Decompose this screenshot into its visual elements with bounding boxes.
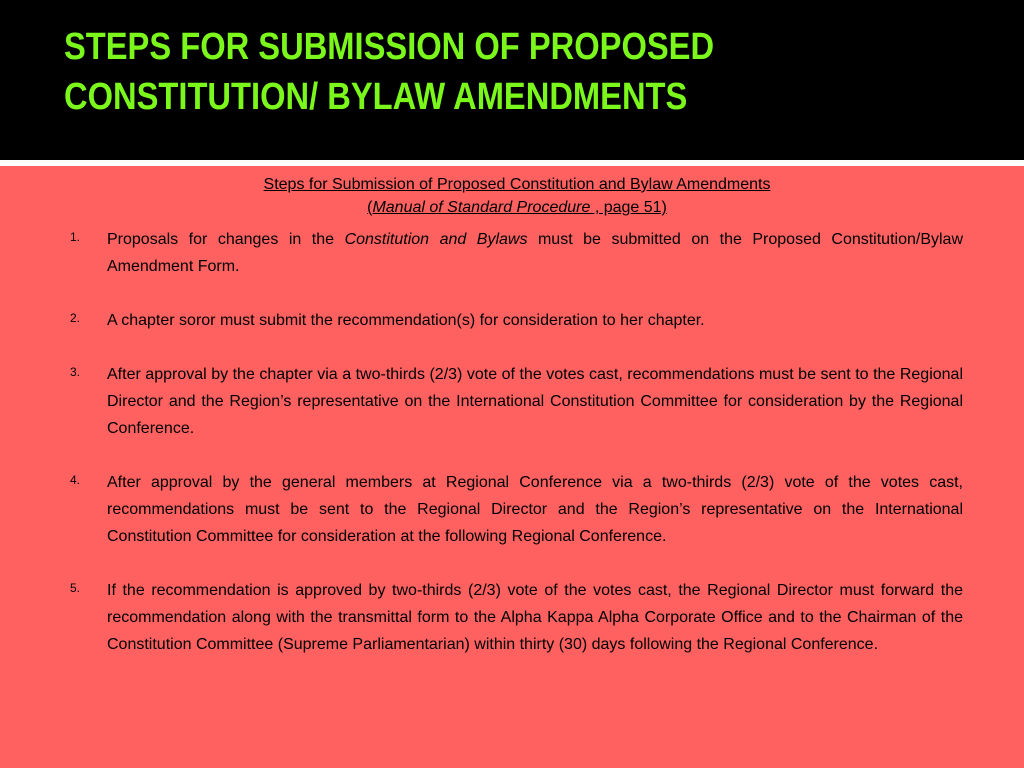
steps-list — [0, 226, 1024, 685]
step-item — [0, 577, 1024, 658]
step-text: If the recommendation is approved by two-thirds (2/3) vote of the votes cast, the Regional Director must forward the recommendation along with the transmittal form to the Alpha Kappa Alpha Corporate Office and to the Chairman of the Constitution Committee (Supreme Parliamentarian) within thirty (30) days following the Regional Conference. — [107, 582, 963, 653]
step-number: 5. — [70, 581, 81, 595]
slide-title-line-1: STEPS FOR SUBMISSION OF PROPOSED — [64, 26, 715, 68]
heading-line-2 — [0, 196, 1024, 219]
step-item — [0, 469, 1024, 550]
title-bar — [0, 0, 1024, 160]
step-number: 4. — [70, 473, 81, 487]
step-number: 3. — [70, 365, 81, 379]
step-text-after: must be submitted on the Proposed Constitution/Bylaw Amendment Form. — [107, 231, 963, 275]
step-text: A chapter soror must submit the recommendation(s) for consideration to her chapter. — [107, 312, 705, 329]
step-text: After approval by the general members at Regional Conference via a two-thirds (2/3) vote of the votes cast, recommendations must be sent to the Regional Director and the Region’s representative on the International Constitution Committee for consideration at the following Regional Conference. — [107, 474, 963, 545]
heading-source-page: , page 51) — [590, 199, 667, 216]
step-text-before: Proposals for changes in the — [107, 231, 345, 248]
content-panel — [0, 166, 1024, 768]
step-item — [0, 307, 1024, 334]
step-item — [0, 226, 1024, 280]
slide-title-line-2: CONSTITUTION/ BYLAW AMENDMENTS — [64, 76, 688, 118]
step-number: 2. — [70, 311, 81, 325]
step-item — [0, 361, 1024, 442]
step-text — [107, 226, 963, 280]
step-number: 1. — [70, 230, 81, 244]
heading-source-title: Manual of Standard Procedure — [372, 199, 591, 216]
slide-title — [64, 22, 855, 122]
step-text: After approval by the chapter via a two-thirds (2/3) vote of the votes cast, recommendations must be sent to the Regional Director and the Region’s representative on the International Constitution Committee for consideration by the Regional Conference. — [107, 366, 963, 437]
step-emphasis: Constitution and Bylaws — [344, 231, 528, 248]
heading-line-1: Steps for Submission of Proposed Constitution and Bylaw Amendments — [263, 176, 771, 193]
content-heading — [0, 173, 1024, 219]
heading-open-paren: ( — [367, 199, 373, 216]
